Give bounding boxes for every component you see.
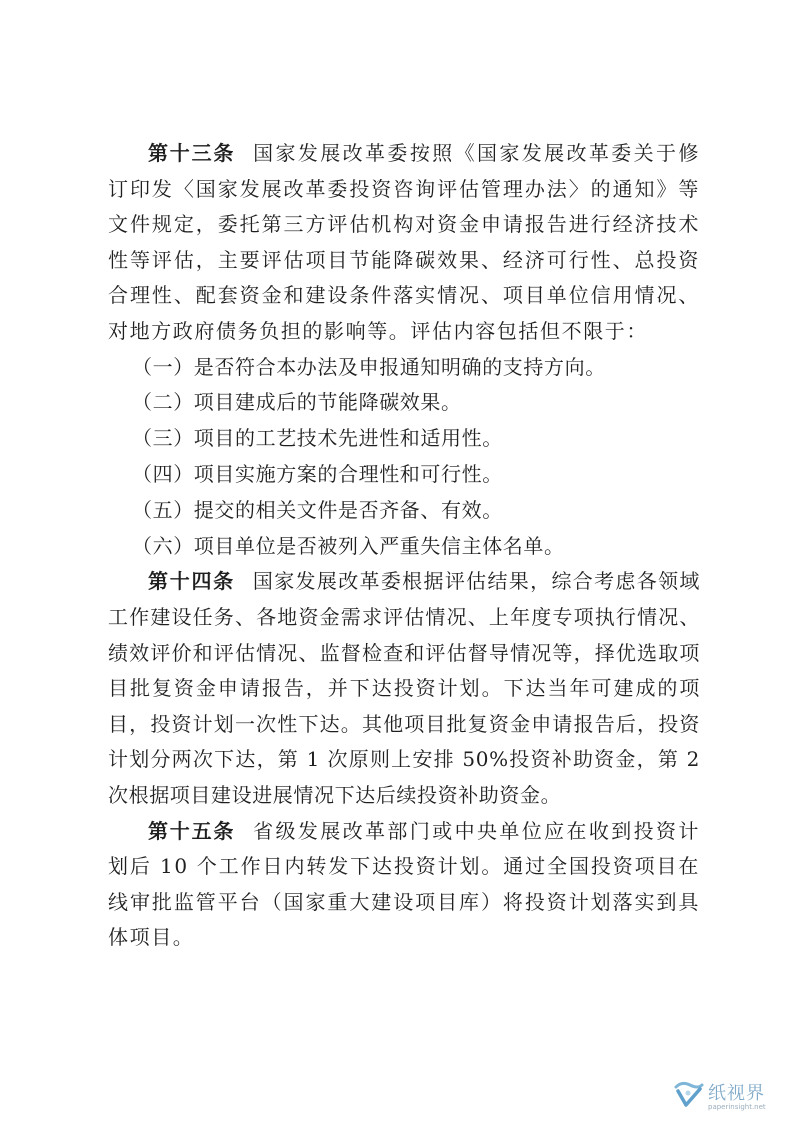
article-13-item-3: （三）项目的工艺技术先进性和适用性。 [132, 426, 503, 451]
article-14 [108, 564, 700, 813]
watermark [672, 1077, 782, 1117]
paper-insight-logo-icon [672, 1079, 706, 1109]
article-13-item-1: （一）是否符合本办法及申报通知明确的支持方向。 [132, 354, 606, 379]
article-14-text: 国家发展改革委根据评估结果，综合考虑各领域工作建设任务、各地资金需求评估情况、上年度专项执行情况、绩效评价和评估情况、监督检查和评估督导情况等，择优选取项目批复资金申请报告，并下达投资计划。下达当年可建成的项目，投资计划一次性下达。其他项目批复资金申请报告后，投资计划分两次下达，第 1 次原则上安排 50%投资补助资金，第 2 次根据项目建设进展情况下达后续投资补助资金。 [108, 569, 700, 807]
article-15 [108, 814, 700, 956]
article-15-text: 省级发展改革部门或中央单位应在收到投资计划后 10 个工作日内转发下达投资计划。通过全国投资项目在线审批监管平台（国家重大建设项目库）将投资计划落实到具体项目。 [108, 818, 701, 950]
article-13-item-5: （五）提交的相关文件是否齐备、有效。 [132, 497, 503, 522]
article-13 [108, 136, 700, 350]
article-15-number: 第十五条 [148, 818, 236, 843]
article-13-item-4: （四）项目实施方案的合理性和可行性。 [132, 461, 503, 486]
article-13-item-6: （六）项目单位是否被列入严重失信主体名单。 [132, 533, 565, 558]
document-body [108, 136, 700, 956]
article-14-number: 第十四条 [148, 569, 235, 594]
article-13-item-2: （二）项目建成后的节能降碳效果。 [132, 390, 462, 415]
article-13-number: 第十三条 [148, 141, 236, 165]
watermark-url: paperinsight.net [708, 1103, 766, 1111]
article-13-text: 国家发展改革委按照《国家发展改革委关于修订印发〈国家发展改革委投资咨询评估管理办法〉的通知》等文件规定，委托第三方评估机构对资金申请报告进行经济技术性等评估，主要评估项目节能降碳效果、经济可行性、总投资合理性、配套资金和建设条件落实情况、项目单位信用情况、对地方政府债务负担的影响等。评估内容包括但不限于： [108, 141, 701, 343]
watermark-name: 纸视界 [708, 1083, 765, 1104]
